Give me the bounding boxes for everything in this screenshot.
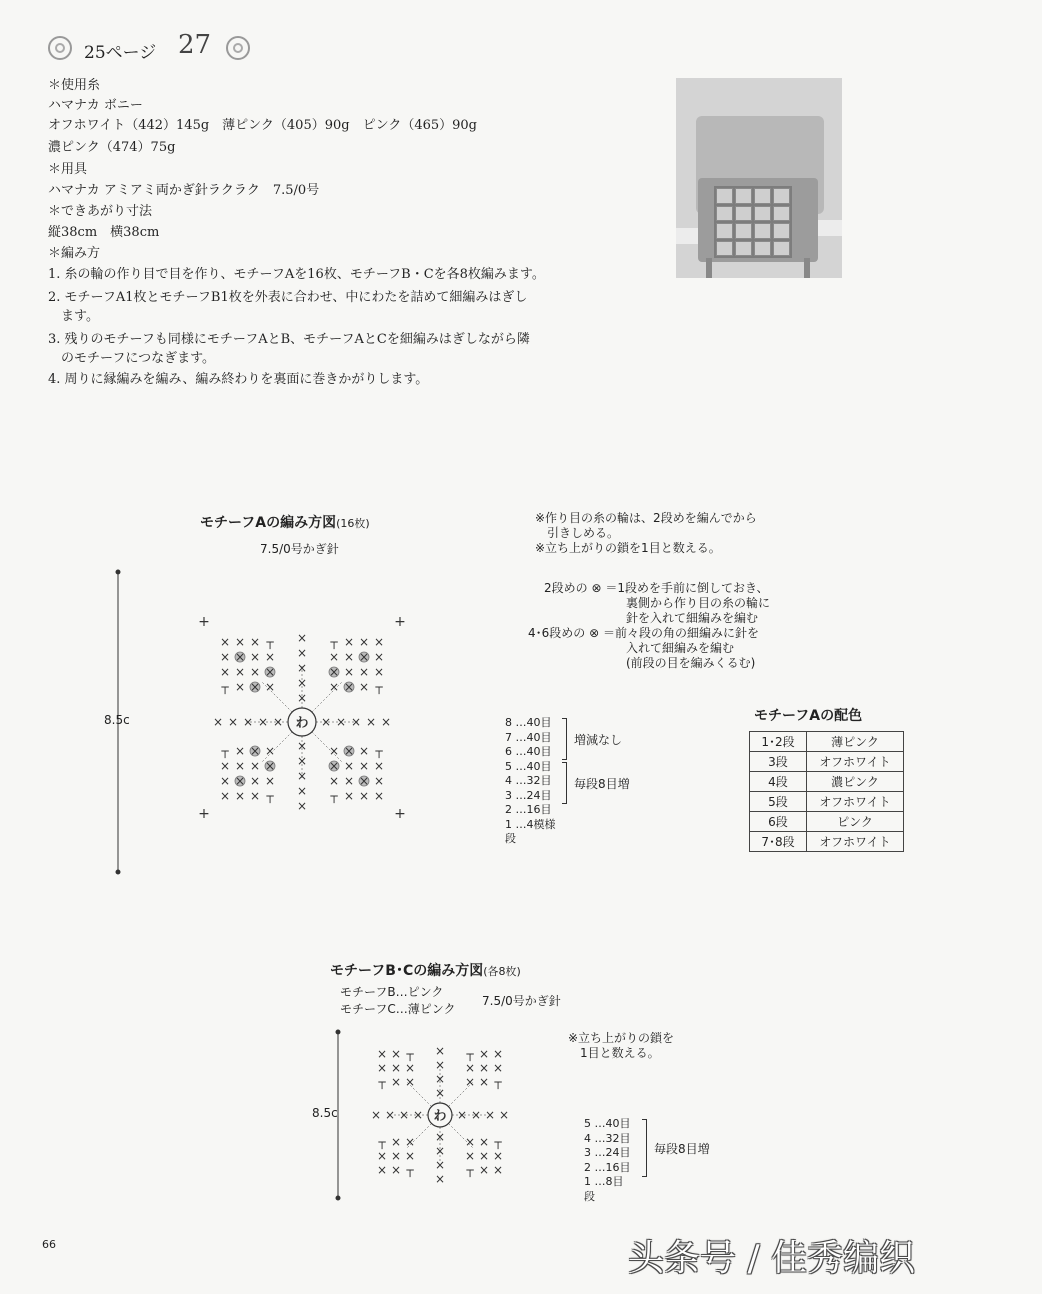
stitch-symbol: ┬ — [375, 680, 383, 694]
stitch-symbol: × — [464, 1135, 476, 1149]
stitch-symbol: × — [272, 715, 284, 729]
row-cell: 3段 — [750, 752, 807, 772]
row-entry — [505, 731, 556, 746]
stitch-symbol: × — [328, 650, 340, 664]
color-cell: 薄ピンク — [807, 732, 904, 752]
color-cell: オフホワイト — [807, 792, 904, 812]
tools-text: ハマナカ アミアミ両かぎ針ラクラク 7.5/0号 — [48, 183, 320, 198]
page-ref-label: 25ページ — [84, 43, 157, 63]
stitch-symbol: ┬ — [378, 1075, 386, 1089]
stitch-symbol: × — [412, 1108, 424, 1122]
stitch-symbol: × — [376, 1061, 388, 1075]
row-stitch-count: …40目 — [515, 759, 552, 773]
stitch-symbol: × — [478, 1149, 490, 1163]
stitch-symbol: × — [264, 759, 276, 773]
stitch-symbol: × — [328, 774, 340, 788]
row-stitch-count: …16目 — [515, 803, 552, 816]
stitch-symbol: ┬ — [378, 1135, 386, 1149]
swirl-ornament-icon — [226, 36, 250, 60]
row-number: 2 — [584, 1160, 591, 1174]
stitch-symbol: ┬ — [330, 635, 338, 649]
stitch-symbol: ┬ — [494, 1135, 502, 1149]
note-line: ※作り目の糸の輪は、2段めを編んでから — [535, 511, 757, 525]
chain-symbol: + — [394, 614, 406, 630]
watermark-text: 头条号 / 佳秀编织 — [628, 1238, 916, 1279]
row-cell: 7･8段 — [750, 832, 807, 852]
yarn-heading: ＊使用糸 — [48, 78, 101, 93]
motif-a-count: (16枚) — [336, 517, 370, 530]
stitch-symbol: × — [398, 1108, 410, 1122]
stitch-symbol: × — [343, 635, 355, 649]
color-table-title: モチーフAの配色 — [754, 708, 863, 724]
row-entry — [505, 745, 556, 760]
magic-ring-label: わ — [295, 716, 309, 731]
row-entry — [584, 1161, 631, 1176]
stitch-symbol: × — [249, 759, 261, 773]
stitch-symbol: × — [296, 661, 308, 675]
method-heading: ＊編み方 — [48, 246, 101, 261]
note-line: 入れて細編みを編む — [626, 641, 735, 655]
stitch-symbol: × — [343, 680, 355, 694]
motif-a-title-text: モチーフAの編み方図 — [200, 515, 337, 531]
row-entry — [584, 1146, 631, 1161]
stitch-symbol: ┬ — [466, 1047, 474, 1061]
stitch-symbol: × — [390, 1149, 402, 1163]
stitch-symbol: ┬ — [406, 1163, 414, 1177]
stitch-symbol: × — [376, 1047, 388, 1061]
stitch-symbol: × — [219, 789, 231, 803]
stitch-symbol: × — [434, 1044, 446, 1058]
note-line: 引きしめる。 — [535, 526, 620, 540]
row-cell: 1･2段 — [750, 732, 807, 752]
stitch-symbol: × — [478, 1061, 490, 1075]
stitch-symbol: × — [249, 650, 261, 664]
color-cell: オフホワイト — [807, 752, 904, 772]
stitch-symbol: × — [343, 774, 355, 788]
stitch-symbol: × — [343, 789, 355, 803]
stitch-symbol: × — [242, 715, 254, 729]
stitch-symbol: × — [343, 665, 355, 679]
bracket-no-change — [562, 718, 567, 760]
stitch-symbol: × — [328, 759, 340, 773]
row-entry — [505, 774, 556, 789]
motif-bc-size-label: 8.5c — [312, 1106, 338, 1120]
stitch-symbol: × — [464, 1061, 476, 1075]
stitch-symbol: ┬ — [221, 744, 229, 758]
stitch-symbol: × — [264, 650, 276, 664]
stitch-symbol: × — [434, 1158, 446, 1172]
stitch-symbol: × — [249, 635, 261, 649]
stitch-symbol: × — [234, 680, 246, 694]
stitch-symbol: × — [320, 715, 332, 729]
note-line: 裏側から作り目の糸の輪に — [626, 596, 771, 610]
row-number: 8 — [505, 716, 512, 729]
stitch-symbol: × — [296, 739, 308, 753]
stitch-symbol: × — [219, 650, 231, 664]
motif-b-color: モチーフB…ピンク — [340, 985, 444, 999]
stitch-symbol: × — [434, 1130, 446, 1144]
stitch-symbol: × — [484, 1108, 496, 1122]
stitch-symbol: × — [350, 715, 362, 729]
stitch-symbol: × — [404, 1075, 416, 1089]
row-number: 7 — [505, 730, 512, 744]
stitch-symbol: × — [219, 774, 231, 788]
stitch-symbol: × — [234, 759, 246, 773]
table-row — [750, 772, 904, 792]
row-stitch-count: …40目 — [515, 716, 552, 729]
stitch-symbol: × — [498, 1108, 510, 1122]
bracket-increase — [562, 762, 567, 804]
rows-footer-label: 段 — [584, 1189, 595, 1203]
stitch-symbol: × — [328, 680, 340, 694]
bracket-increase-label: 毎段8目増 — [574, 777, 630, 791]
stitch-symbol: ┬ — [494, 1075, 502, 1089]
motif-a-title — [200, 512, 370, 532]
row-stitch-count: …32目 — [515, 774, 552, 787]
chair-cushion-photo — [676, 78, 842, 278]
step-item: 3. 残りのモチーフも同様にモチーフAとB、モチーフAとCを細編みはぎしながら隣 — [48, 332, 530, 347]
stitch-symbol: × — [264, 774, 276, 788]
stitch-symbol: × — [234, 635, 246, 649]
row-entry — [584, 1175, 631, 1190]
stitch-symbol: × — [434, 1144, 446, 1158]
stitch-symbol: × — [296, 691, 308, 705]
motif-a-notes-1 — [535, 511, 757, 556]
stitch-symbol: × — [249, 744, 261, 758]
stitch-symbol: × — [492, 1163, 504, 1177]
note-line: ※立ち上がりの鎖を — [568, 1031, 675, 1045]
size-heading: ＊できあがり寸法 — [48, 204, 153, 219]
chain-symbol: + — [198, 614, 210, 630]
row-stitch-count: …8目 — [594, 1175, 624, 1188]
stitch-symbol: × — [390, 1075, 402, 1089]
page-number: 66 — [42, 1238, 56, 1251]
stitch-symbol: × — [296, 646, 308, 660]
stitch-symbol: × — [456, 1108, 468, 1122]
stitch-symbol: × — [358, 680, 370, 694]
stitch-symbol: × — [343, 744, 355, 758]
note-line: (前段の目を編みくるむ) — [626, 656, 756, 670]
row-stitch-count: …40目 — [515, 730, 552, 744]
row-number: 4 — [584, 1131, 591, 1145]
stitch-symbol: ┬ — [266, 635, 274, 649]
row-number: 4 — [505, 774, 512, 787]
stitch-symbol: × — [358, 650, 370, 664]
stitch-symbol: × — [296, 799, 308, 813]
stitch-symbol: × — [358, 665, 370, 679]
stitch-symbol: × — [264, 744, 276, 758]
stitch-symbol: × — [478, 1135, 490, 1149]
stitch-symbol: × — [264, 665, 276, 679]
table-row — [750, 792, 904, 812]
bracket-no-change-label: 増減なし — [574, 733, 623, 747]
bracket-increase — [642, 1119, 647, 1177]
stitch-symbol: × — [358, 789, 370, 803]
stitch-symbol: × — [492, 1047, 504, 1061]
row-stitch-count: …32目 — [594, 1131, 631, 1145]
stitch-symbol: × — [296, 754, 308, 768]
dimension-end-dot — [336, 1030, 340, 1034]
bracket-increase-label: 毎段8目増 — [654, 1142, 710, 1156]
row-number: 2 — [505, 803, 512, 816]
stitch-symbol: × — [296, 631, 308, 645]
page-reference — [84, 38, 156, 63]
row-cell: 4段 — [750, 772, 807, 792]
row-entry — [505, 760, 556, 775]
stitch-symbol: × — [384, 1108, 396, 1122]
motif-bc-row-list — [584, 1117, 631, 1204]
note-line: ※立ち上がりの鎖を1目と数える。 — [535, 541, 721, 555]
stitch-symbol: × — [328, 744, 340, 758]
yarn-brand: ハマナカ ボニー — [48, 98, 143, 113]
motif-a-row-list — [505, 716, 556, 847]
row-stitch-count: …40目 — [515, 745, 552, 758]
step-item: 2. モチーフA1枚とモチーフB1枚を外表に合わせ、中にわたを詰めて細編みはぎし — [48, 290, 528, 305]
stitch-symbol: ┬ — [266, 789, 274, 803]
row-number: 5 — [505, 759, 512, 773]
stitch-symbol: × — [376, 1163, 388, 1177]
dimension-end-dot — [336, 1196, 340, 1200]
stitch-symbol: × — [478, 1075, 490, 1089]
row-entry — [505, 789, 556, 804]
stitch-symbol: × — [373, 650, 385, 664]
row-cell: 5段 — [750, 792, 807, 812]
chain-symbol: + — [394, 806, 406, 822]
row-stitch-count: …40目 — [594, 1117, 631, 1130]
stitch-symbol: × — [249, 665, 261, 679]
stitch-symbol: × — [296, 769, 308, 783]
row-stitch-count: …24目 — [594, 1146, 631, 1159]
stitch-symbol: × — [434, 1072, 446, 1086]
dimension-end-dot — [116, 870, 120, 874]
row-number: 3 — [505, 788, 512, 802]
size-text: 縦38cm 横38cm — [48, 225, 160, 240]
motif-a-size-label: 8.5c — [104, 713, 130, 727]
stitch-symbol: × — [373, 759, 385, 773]
row-stitch-count: …16目 — [594, 1160, 631, 1174]
row-number: 5 — [584, 1117, 591, 1130]
note-line: 針を入れて細編みを編む — [626, 611, 759, 625]
magic-ring-label: わ — [433, 1109, 447, 1124]
stitch-symbol: ┬ — [330, 789, 338, 803]
stitch-symbol: × — [478, 1047, 490, 1061]
row-entry — [505, 716, 556, 731]
stitch-symbol: × — [343, 759, 355, 773]
stitch-symbol: × — [234, 744, 246, 758]
stitch-symbol: × — [234, 789, 246, 803]
table-row — [750, 812, 904, 832]
motif-a-hook: 7.5/0号かぎ針 — [260, 542, 339, 556]
stitch-symbol: × — [335, 715, 347, 729]
stitch-symbol: × — [404, 1149, 416, 1163]
color-table — [749, 731, 904, 852]
step-item: ます。 — [48, 309, 99, 324]
stitch-symbol: × — [404, 1061, 416, 1075]
stitch-symbol: × — [376, 1149, 388, 1163]
stitch-symbol: × — [264, 680, 276, 694]
stitch-symbol: × — [434, 1172, 446, 1186]
color-cell: ピンク — [807, 812, 904, 832]
stitch-symbol: × — [492, 1061, 504, 1075]
stitch-symbol: × — [296, 784, 308, 798]
stitch-symbol: × — [358, 635, 370, 649]
table-row — [750, 732, 904, 752]
motif-a-notes-2 — [528, 581, 771, 671]
motif-bc-count: (各8枚) — [483, 965, 521, 978]
chain-symbol: + — [198, 806, 210, 822]
stitch-symbol: × — [434, 1086, 446, 1100]
row-cell: 6段 — [750, 812, 807, 832]
stitch-symbol: ┬ — [406, 1047, 414, 1061]
stitch-symbol: × — [257, 715, 269, 729]
row-number: 6 — [505, 745, 512, 758]
stitch-symbol: × — [404, 1135, 416, 1149]
rows-footer-label: 段 — [505, 832, 516, 845]
row-entry — [505, 803, 556, 818]
stitch-symbol: × — [234, 650, 246, 664]
pattern-number: 27 — [178, 30, 212, 60]
stitch-symbol: × — [249, 789, 261, 803]
stitch-symbol: × — [470, 1108, 482, 1122]
stitch-symbol: × — [249, 774, 261, 788]
motif-bc-notes — [568, 1031, 674, 1061]
stitch-symbol: × — [390, 1135, 402, 1149]
row-number: 1 — [584, 1175, 591, 1188]
yarn-colors-line1: オフホワイト（442）145g 薄ピンク（405）90g ピンク（465）90g — [48, 118, 478, 133]
stitch-symbol: × — [219, 759, 231, 773]
motif-a-chart — [96, 562, 476, 882]
stitch-symbol: × — [234, 665, 246, 679]
note-line: 2段めの ⊗ ＝1段めを手前に倒しておき、 — [544, 581, 769, 595]
row-entry — [505, 818, 556, 833]
table-row — [750, 832, 904, 852]
stitch-symbol: ┬ — [375, 744, 383, 758]
stitch-symbol: × — [219, 635, 231, 649]
stitch-symbol: × — [390, 1163, 402, 1177]
stitch-symbol: × — [249, 680, 261, 694]
motif-bc-title-text: モチーフB･Cの編み方図 — [330, 963, 484, 979]
stitch-symbol: × — [464, 1075, 476, 1089]
step-item: 1. 糸の輪の作り目で目を作り、モチーフAを16枚、モチーフB・Cを各8枚編みます。 — [48, 267, 545, 282]
stitch-symbol: × — [234, 774, 246, 788]
stitch-symbol: × — [390, 1061, 402, 1075]
stitch-symbol: × — [358, 774, 370, 788]
motif-bc-title — [330, 960, 521, 980]
note-line: 4･6段めの ⊗ ＝前々段の角の細編みに針を — [528, 626, 759, 640]
step-item: のモチーフにつなぎます。 — [48, 351, 216, 366]
stitch-symbol: × — [464, 1149, 476, 1163]
stitch-symbol: × — [373, 774, 385, 788]
dimension-end-dot — [116, 570, 120, 574]
stitch-symbol: × — [358, 759, 370, 773]
color-cell: オフホワイト — [807, 832, 904, 852]
stitch-symbol: × — [373, 665, 385, 679]
step-item: 4. 周りに縁編みを編み、編み終わりを裏面に巻きかがりします。 — [48, 372, 429, 387]
row-stitch-count: …24目 — [515, 788, 552, 802]
stitch-symbol: × — [492, 1149, 504, 1163]
stitch-symbol: × — [219, 665, 231, 679]
stitch-symbol: × — [358, 744, 370, 758]
yarn-colors-line2: 濃ピンク（474）75g — [48, 140, 176, 155]
stitch-symbol: × — [390, 1047, 402, 1061]
stitch-symbol: × — [296, 676, 308, 690]
motif-bc-chart — [316, 1022, 536, 1208]
row-entry — [584, 1117, 631, 1132]
stitch-symbol: × — [365, 715, 377, 729]
swirl-ornament-icon — [48, 36, 72, 60]
stitch-symbol: × — [328, 665, 340, 679]
stitch-symbol: × — [373, 789, 385, 803]
stitch-symbol: × — [434, 1058, 446, 1072]
tools-heading: ＊用具 — [48, 162, 88, 177]
stitch-symbol: ┬ — [221, 680, 229, 694]
stitch-symbol: × — [380, 715, 392, 729]
row-stitch-count: …4模様 — [515, 817, 556, 831]
stitch-symbol: × — [227, 715, 239, 729]
motif-c-color: モチーフC…薄ピンク — [340, 1002, 456, 1016]
table-row — [750, 752, 904, 772]
stitch-symbol: × — [370, 1108, 382, 1122]
stitch-symbol: × — [343, 650, 355, 664]
color-cell: 濃ピンク — [807, 772, 904, 792]
stitch-symbol: × — [478, 1163, 490, 1177]
row-entry — [584, 1132, 631, 1147]
note-line: 1目と数える。 — [568, 1046, 660, 1060]
row-number: 3 — [584, 1146, 591, 1159]
stitch-symbol: × — [212, 715, 224, 729]
motif-bc-hook: 7.5/0号かぎ針 — [482, 994, 561, 1008]
stitch-symbol: ┬ — [466, 1163, 474, 1177]
stitch-symbol: × — [373, 635, 385, 649]
row-number: 1 — [505, 817, 512, 831]
